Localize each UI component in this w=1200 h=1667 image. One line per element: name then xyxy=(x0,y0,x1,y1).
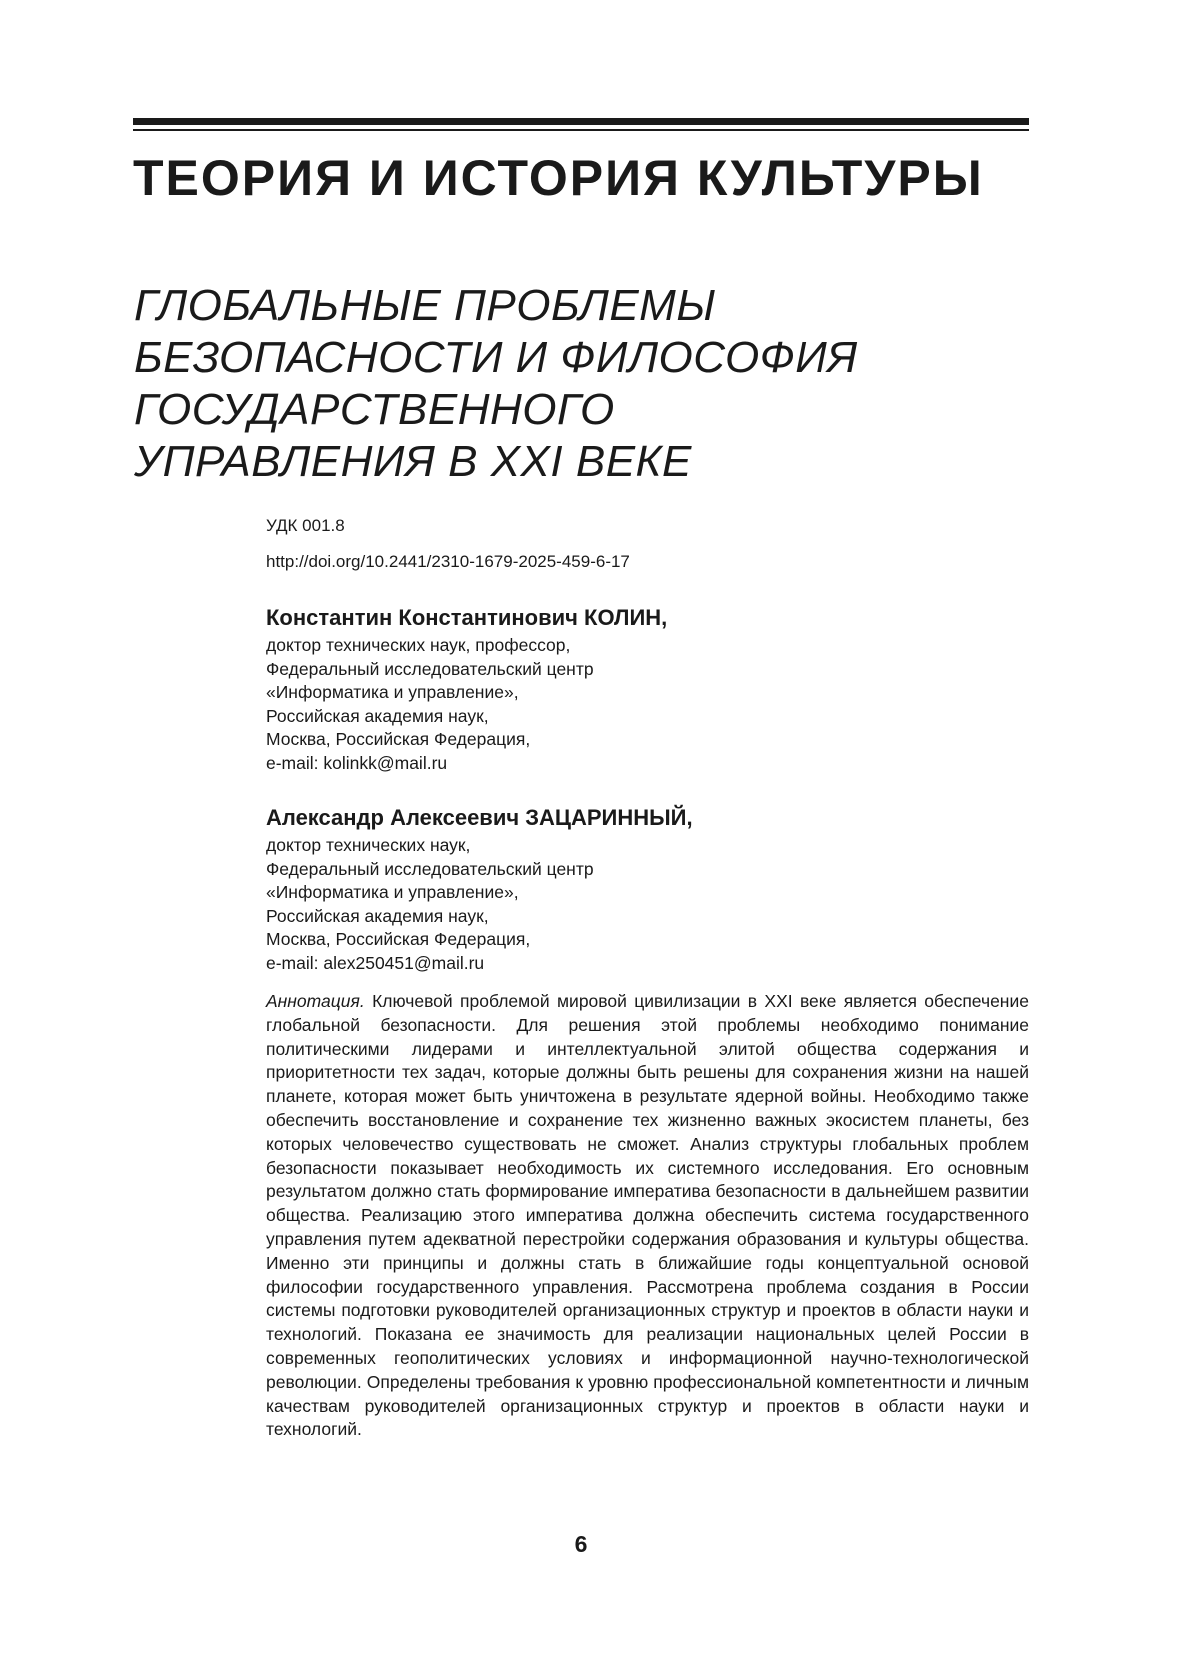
udk-code: УДК 001.8 xyxy=(266,516,345,535)
article-title-line: ГЛОБАЛЬНЫЕ ПРОБЛЕМЫ xyxy=(134,281,716,330)
article-title-line: УПРАВЛЕНИЯ В XXI ВЕКЕ xyxy=(134,437,692,486)
author-block xyxy=(266,804,966,975)
author-affiliation-line: Федеральный исследовательский центр xyxy=(266,658,594,679)
header-rule-thick xyxy=(133,118,1029,125)
author-name: Александр Алексеевич ЗАЦАРИННЫЙ, xyxy=(266,805,693,830)
author-affiliation-line: доктор технических наук, xyxy=(266,835,471,855)
author-affiliation-line: Федеральный исследовательский центр xyxy=(266,858,594,879)
abstract xyxy=(266,990,1029,1442)
author-affiliation-line: Российская академия наук, xyxy=(266,905,489,926)
author-affiliation-line: Москва, Российская Федерация, xyxy=(266,929,531,949)
abstract-label: Аннотация. xyxy=(266,991,365,1011)
author-affiliation-line: доктор технических наук, профессор, xyxy=(266,635,571,655)
article-title xyxy=(134,280,1034,488)
page-number: 6 xyxy=(574,1531,588,1557)
section-title: ТЕОРИЯ И ИСТОРИЯ КУЛЬТУРЫ xyxy=(133,150,984,206)
article-title-line: ГОСУДАРСТВЕННОГО xyxy=(134,385,615,434)
header-rule-thin xyxy=(133,129,1029,131)
author-name: Константин Константинович КОЛИН, xyxy=(266,605,668,630)
doi-link[interactable]: http://doi.org/10.2441/2310-1679-2025-459-6-17 xyxy=(266,552,630,571)
author-affiliation-line: Российская академия наук, xyxy=(266,705,489,726)
author-email[interactable]: e-mail: alex250451@mail.ru xyxy=(266,952,485,973)
author-affiliation-line: «Информатика и управление», xyxy=(266,882,519,902)
author-affiliation-line: Москва, Российская Федерация, xyxy=(266,729,531,749)
article-title-line: БЕЗОПАСНОСТИ И ФИЛОСОФИЯ xyxy=(134,333,858,382)
abstract-text: Ключевой проблемой мировой цивилизации в XXI веке является обеспечение глобальной безопасности. Для решения этой проблемы необходимо понимание политическими лидерами и интеллектуальной элитой общества содержания и приоритетности тех задач, которые должны быть решены для сохранения жизни на нашей планете, которая может быть уничтожена в результате ядерной войны. Необходимо также обеспечить восстановление и сохранение тех жизненно важных экосистем планеты, без которых человечество существовать не сможет. Анализ структуры глобальных проблем безопасности показывает необходимость их системного исследования. Его основным результатом должно стать формирование императива безопасности в дальнейшем развитии общества. Реализацию этого императива должна обеспечить система государственного управления путем адекватной перестройки содержания образования и культуры общества. Именно эти принципы и должны стать в ближайшие годы концептуальной основой философии государственного управления. Рассмотрена проблема создания в России системы подготовки руководителей организационных структур и проектов в области науки и технологий. Показана ее значимость для реализации национальных целей России в современных геополитических условиях и информационной научно-технологической революции. Определены требования к уровню профессиональной компетентности и личным качествам руководителей организационных структур и проектов в области науки и технологий. xyxy=(266,991,1029,1440)
author-block xyxy=(266,604,966,775)
author-email[interactable]: e-mail: kolinkk@mail.ru xyxy=(266,752,448,773)
author-affiliation-line: «Информатика и управление», xyxy=(266,682,519,702)
